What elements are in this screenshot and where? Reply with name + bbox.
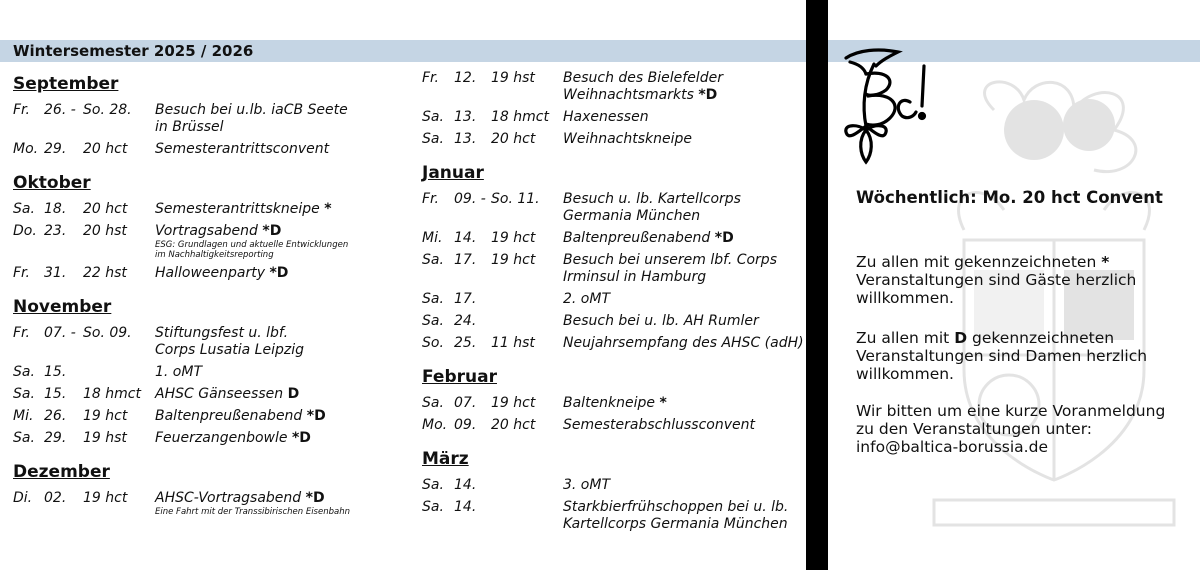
event-title-text: 2. oMT — [563, 291, 611, 307]
info-panel — [828, 0, 1200, 570]
event-row — [422, 477, 806, 494]
event-title-text: Besuch bei u. lb. AH Rumler — [563, 313, 759, 329]
event-title-text: Baltenpreußenabend — [563, 230, 711, 246]
event-day: Sa. — [422, 252, 444, 268]
ladies-note-text-a: Zu allen mit — [856, 329, 955, 347]
event-mark: * — [659, 395, 667, 411]
event-row — [13, 223, 408, 260]
event-title-text: Besuch des Bielefelder Weihnachtsmarkts — [563, 70, 723, 103]
event-title-text: Baltenpreußenabend — [155, 408, 303, 424]
event-row — [422, 313, 806, 330]
event-time: 19 hct — [491, 252, 536, 268]
event-title — [563, 313, 806, 330]
event-title-text: Besuch bei u.lb. iaCB Seete in Brüssel — [155, 102, 348, 135]
event-day: Mo. — [422, 417, 448, 433]
event-mark: * — [324, 201, 332, 217]
registration-note — [856, 402, 1186, 456]
event-day: Mi. — [13, 408, 34, 424]
event-date: 29. — [44, 141, 67, 157]
event-date: 17. — [454, 252, 477, 268]
event-row — [422, 191, 806, 225]
event-day: Mo. — [13, 141, 39, 157]
event-date: 23. — [44, 223, 67, 239]
event-title — [563, 291, 806, 308]
event-date: 26. - — [44, 102, 76, 118]
event-day: Fr. — [13, 102, 30, 118]
fold-divider — [806, 0, 828, 570]
event-date: 31. — [44, 265, 67, 281]
event-date: 15. — [44, 364, 67, 380]
event-title — [563, 230, 806, 247]
event-row — [422, 417, 806, 434]
event-time: 11 hst — [491, 335, 535, 351]
event-time: 20 hct — [83, 141, 128, 157]
event-date: 29. — [44, 430, 67, 446]
event-time: 19 hct — [83, 490, 128, 506]
event-time: 19 hct — [83, 408, 128, 424]
month-heading: Februar — [422, 367, 497, 387]
event-date: 14. — [454, 230, 477, 246]
event-day: Sa. — [13, 364, 35, 380]
event-title — [155, 102, 408, 136]
event-title-text: Besuch bei unserem lbf. Corps Irminsul in Hamburg — [563, 252, 777, 285]
event-day: Do. — [13, 223, 37, 239]
event-title-text: AHSC-Vortragsabend — [155, 490, 302, 506]
event-row — [13, 364, 408, 381]
event-time: 20 hct — [83, 201, 128, 217]
event-row — [13, 325, 408, 359]
event-time: 19 hct — [491, 230, 536, 246]
event-row — [422, 252, 806, 286]
guests-mark: * — [1101, 253, 1110, 271]
event-date: 15. — [44, 386, 67, 402]
event-date: 24. — [454, 313, 477, 329]
event-mark: *D — [714, 230, 734, 246]
event-date: 17. — [454, 291, 477, 307]
event-day: So. — [422, 335, 444, 351]
event-title-text: AHSC Gänseessen — [155, 386, 284, 402]
event-day: Sa. — [422, 131, 444, 147]
event-time: 19 hct — [491, 395, 536, 411]
event-time: So. 28. — [83, 102, 132, 118]
event-title — [155, 430, 408, 447]
event-time: 20 hct — [491, 417, 536, 433]
month-heading: Oktober — [13, 173, 91, 193]
event-day: Sa. — [422, 313, 444, 329]
event-time: So. 09. — [83, 325, 132, 341]
event-day: Sa. — [13, 386, 35, 402]
event-title — [563, 131, 806, 148]
event-day: Fr. — [422, 70, 439, 86]
guests-note-text-a: Zu allen mit gekennzeichneten — [856, 253, 1102, 271]
event-title — [563, 335, 806, 352]
event-day: Sa. — [422, 109, 444, 125]
event-title — [155, 364, 408, 381]
weekly-convent-note: Wöchentlich: Mo. 20 hct Convent — [856, 188, 1163, 207]
event-time: 18 hmct — [83, 386, 141, 402]
event-mark: *D — [269, 265, 289, 281]
month-heading: Dezember — [13, 462, 110, 482]
event-title-text: Halloweenparty — [155, 265, 265, 281]
event-day: Di. — [13, 490, 33, 506]
event-title-text: Neujahrsempfang des AHSC (adH) — [563, 335, 804, 351]
event-date: 14. — [454, 499, 477, 515]
ladies-note-text-b: gekennzeichneten Veranstaltungen sind Damen herzlich willkommen. — [856, 329, 1148, 383]
event-time: So. 11. — [491, 191, 540, 207]
event-title — [563, 191, 806, 225]
event-row — [422, 131, 806, 148]
event-title — [155, 490, 408, 507]
event-title — [155, 223, 408, 240]
guests-note-text-b: Veranstaltungen sind Gäste herzlich willkommen. — [856, 271, 1137, 307]
event-title — [563, 109, 806, 126]
event-title-text: Baltenkneipe — [563, 395, 656, 411]
event-date: 18. — [44, 201, 67, 217]
event-day: Sa. — [13, 201, 35, 217]
event-row — [422, 70, 806, 104]
event-day: Fr. — [422, 191, 439, 207]
event-row — [13, 265, 408, 282]
event-title — [563, 252, 806, 286]
event-title-text: Weihnachtskneipe — [563, 131, 693, 147]
event-day: Sa. — [422, 395, 444, 411]
event-row — [13, 141, 408, 158]
event-time: 19 hst — [83, 430, 127, 446]
event-mark: *D — [291, 430, 311, 446]
ladies-note — [856, 329, 1186, 383]
event-title — [155, 201, 408, 218]
event-row — [422, 335, 806, 352]
event-title — [563, 395, 806, 412]
event-title — [563, 499, 806, 533]
event-row — [13, 102, 408, 136]
event-date: 14. — [454, 477, 477, 493]
month-heading: März — [422, 449, 469, 469]
event-title-text: Semesterabschlussconvent — [563, 417, 755, 433]
semester-title: Wintersemester 2025 / 2026 — [13, 42, 254, 60]
event-row — [13, 430, 408, 447]
event-date: 13. — [454, 109, 477, 125]
event-row — [422, 395, 806, 412]
event-date: 07. - — [44, 325, 76, 341]
ladies-mark: D — [954, 329, 968, 347]
event-day: Sa. — [13, 430, 35, 446]
event-time: 22 hst — [83, 265, 127, 281]
event-row — [422, 291, 806, 308]
event-note: ESG: Grundlagen und aktuelle Entwicklungen im Nachhaltigkeitsreporting — [155, 240, 349, 260]
event-date: 13. — [454, 131, 477, 147]
event-row — [13, 201, 408, 218]
event-title — [563, 417, 806, 434]
event-row — [422, 230, 806, 247]
event-day: Sa. — [422, 499, 444, 515]
event-title-text: Starkbierfrühschoppen bei u. lb. Kartellcorps Germania München — [563, 499, 789, 532]
event-note: Eine Fahrt mit der Transsibirischen Eisenbahn — [155, 507, 350, 517]
event-title-text: 1. oMT — [155, 364, 203, 380]
event-row — [422, 109, 806, 126]
event-day: Sa. — [422, 477, 444, 493]
event-title — [155, 325, 408, 359]
event-title — [155, 141, 408, 158]
contact-email[interactable]: info@baltica-borussia.de — [856, 438, 1048, 456]
event-row — [422, 499, 806, 533]
event-date: 25. — [454, 335, 477, 351]
event-title — [563, 477, 806, 494]
event-mark: D — [287, 386, 300, 402]
event-mark: *D — [305, 490, 325, 506]
event-day: Mi. — [422, 230, 443, 246]
event-date: 12. — [454, 70, 477, 86]
event-date: 09. - — [454, 191, 486, 207]
month-heading: September — [13, 74, 119, 94]
schedule-column-2 — [422, 70, 806, 544]
event-time: 18 hmct — [491, 109, 549, 125]
event-day: Fr. — [13, 265, 30, 281]
event-date: 02. — [44, 490, 67, 506]
guests-note — [856, 253, 1186, 307]
event-title-text: Haxenessen — [563, 109, 649, 125]
event-row — [13, 490, 408, 517]
event-mark: *D — [306, 408, 326, 424]
month-heading: November — [13, 297, 112, 317]
event-title-text: Feuerzangenbowle — [155, 430, 288, 446]
registration-text: Wir bitten um eine kurze Voranmeldung zu den Veranstaltungen unter: — [856, 402, 1166, 438]
event-date: 07. — [454, 395, 477, 411]
month-heading: Januar — [422, 163, 484, 183]
event-mark: *D — [698, 87, 718, 103]
event-title — [155, 386, 408, 403]
zirkel-monogram-icon — [838, 44, 934, 168]
event-day: Sa. — [422, 291, 444, 307]
event-title-text: Stiftungsfest u. lbf. Corps Lusatia Leipzig — [155, 325, 304, 358]
event-mark: *D — [262, 223, 282, 239]
event-row — [13, 386, 408, 403]
event-title-text: Semesterantrittsconvent — [155, 141, 330, 157]
event-date: 26. — [44, 408, 67, 424]
event-title — [563, 70, 806, 104]
event-row — [13, 408, 408, 425]
event-time: 19 hst — [491, 70, 535, 86]
event-title-text: Besuch u. lb. Kartellcorps Germania München — [563, 191, 741, 224]
event-title-text: Vortragsabend — [155, 223, 258, 239]
event-title-text: Semesterantrittskneipe — [155, 201, 320, 217]
event-title — [155, 265, 408, 282]
event-date: 09. — [454, 417, 477, 433]
event-title — [155, 408, 408, 425]
event-title-text: 3. oMT — [563, 477, 611, 493]
schedule-column-1 — [13, 70, 408, 528]
event-time: 20 hct — [491, 131, 536, 147]
event-time: 20 hst — [83, 223, 127, 239]
event-day: Fr. — [13, 325, 30, 341]
